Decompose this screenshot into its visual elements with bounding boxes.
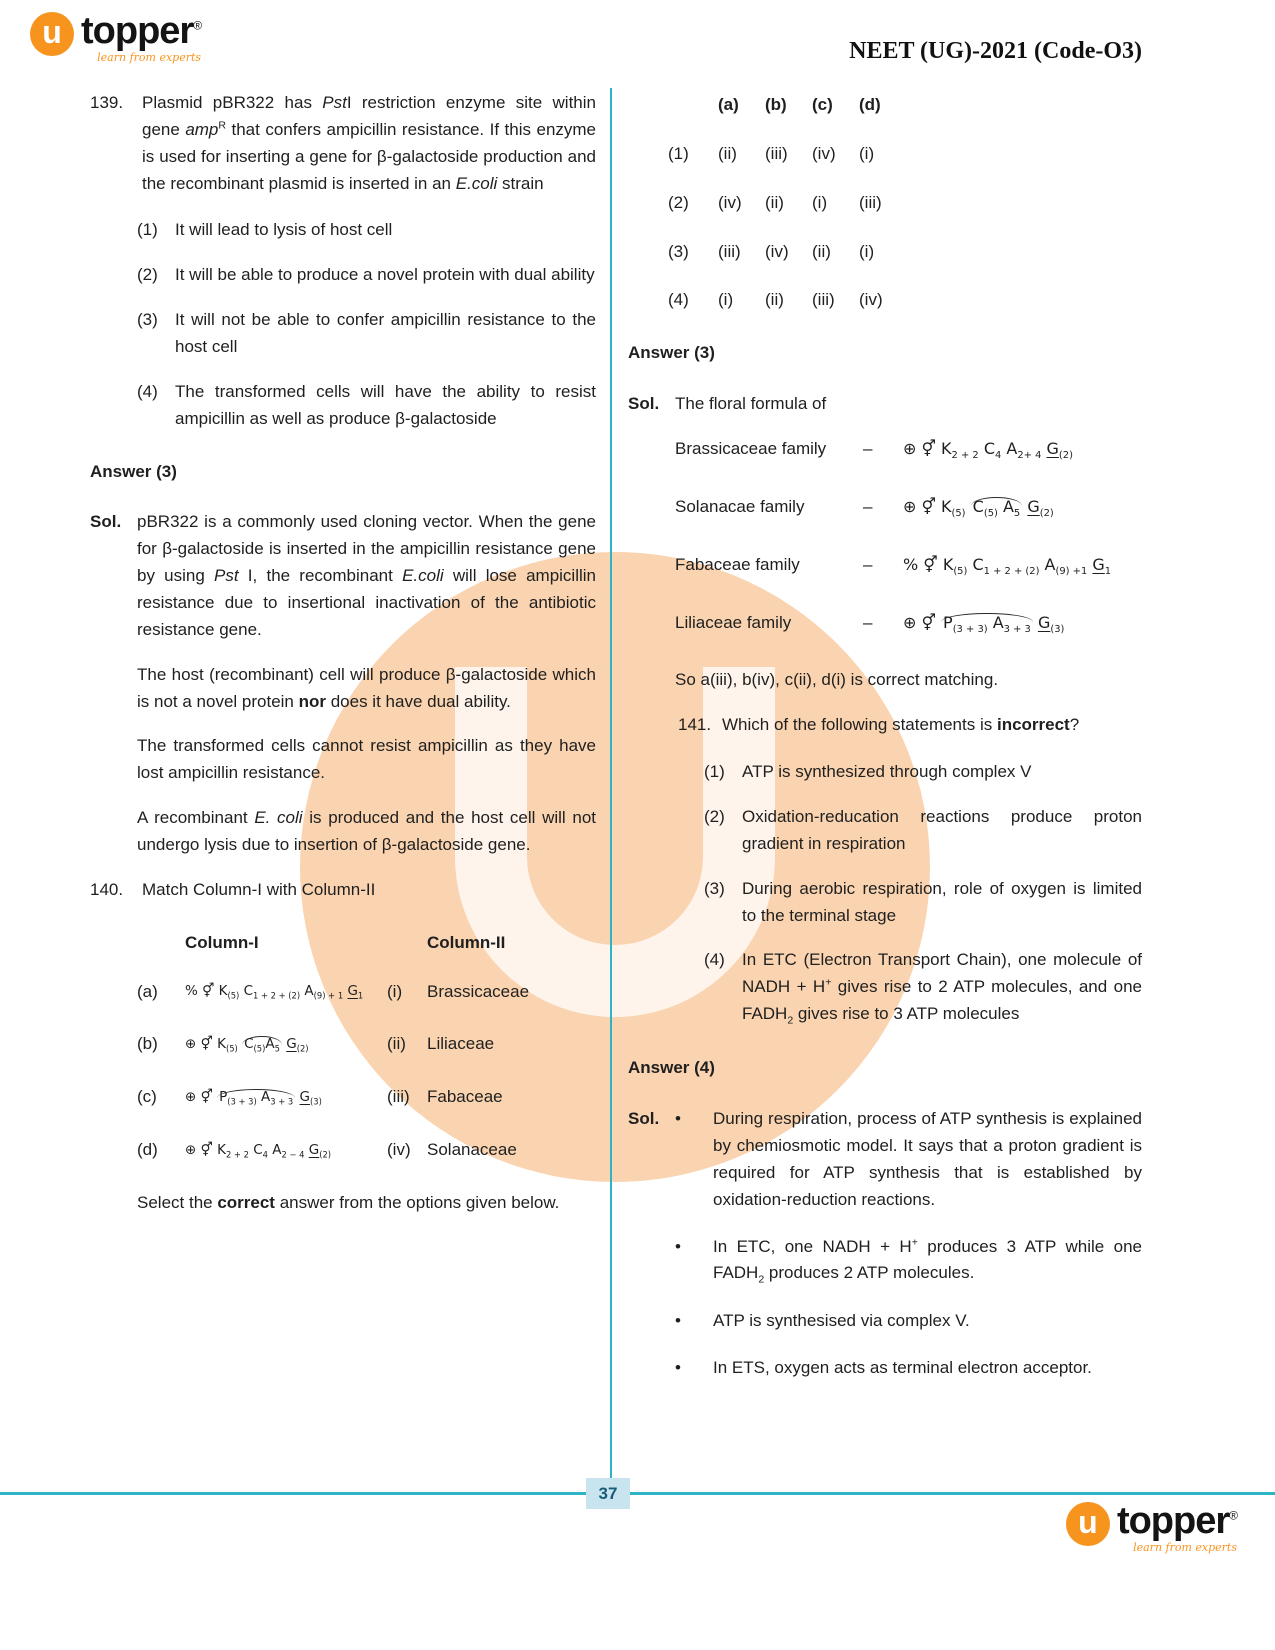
option-3 (704, 876, 1142, 930)
family-name: Liliaceae family (675, 612, 792, 632)
document-title: NEET (UG)-2021 (Code-O3) (849, 38, 1142, 64)
cell: (iii) (859, 192, 882, 212)
match-name: Brassicaceae (427, 981, 530, 1001)
question-140-text: Match Column-I with Column-II (142, 879, 376, 899)
match-row-d (137, 1137, 596, 1164)
dash: – (863, 496, 873, 516)
cell: (iv) (718, 192, 742, 212)
table-row-2 (668, 190, 1142, 217)
cell: (i) (859, 241, 875, 261)
option-label: (2) (704, 807, 725, 827)
option-text: The transformed cells will have the ability to resist ampicillin as well as produce β-galactoside (175, 381, 596, 428)
table-row-3 (668, 239, 1142, 266)
cell: (i) (859, 143, 875, 163)
solution-139-body (137, 509, 596, 876)
sol-label: Sol. (628, 1109, 660, 1129)
family-row-solanacae (675, 494, 1142, 522)
question-140 (90, 877, 596, 904)
header-d: (d) (859, 95, 881, 114)
match-row-c (137, 1084, 596, 1111)
match-row-b (137, 1031, 596, 1058)
bullet-item (675, 1308, 1142, 1335)
question-140-number: 140. (90, 879, 124, 899)
question-139-text: Plasmid pBR322 has PstI restriction enzyme site within gene amp$^R$ that confers ampicillin resistance. If this enzyme is used for inserting a gene for β-galactoside production and the recombinant plasmid is inserted in an E.coli strain (142, 93, 597, 193)
row-label: (3) (668, 241, 689, 261)
option-label: (4) (137, 381, 158, 401)
row-label: (4) (668, 290, 689, 310)
bullet-icon: • (675, 1236, 681, 1256)
sol-conclusion: So a(iii), b(iv), c(ii), d(i) is correct matching. (675, 670, 999, 690)
header-c: (c) (812, 95, 833, 114)
table-row-4 (668, 287, 1142, 314)
solution-141 (628, 1106, 1142, 1402)
cell: (ii) (718, 143, 737, 163)
family-name: Solanacae family (675, 496, 805, 516)
sol-intro: The floral formula of (675, 394, 827, 414)
match-label: (ii) (387, 1034, 406, 1054)
column-divider (610, 88, 612, 1492)
utopper-logo-footer (1066, 1502, 1237, 1553)
cell: (iv) (765, 241, 789, 261)
answer-140: Answer (3) (628, 343, 715, 363)
answer-141: Answer (4) (628, 1058, 715, 1078)
right-column (628, 90, 1142, 1402)
cell: (ii) (812, 241, 831, 261)
option-text: ATP is synthesized through complex V (742, 762, 1032, 782)
solution-140-body (675, 391, 1142, 712)
question-141-options (704, 759, 1142, 1029)
row-label: (1) (668, 143, 689, 163)
family-row-fabaceae (675, 552, 1142, 580)
option-label: (1) (704, 762, 725, 782)
logo-wordmark (81, 12, 201, 63)
cell: (ii) (765, 192, 784, 212)
match-label: (iv) (387, 1140, 411, 1160)
option-label: (3) (704, 878, 725, 898)
cell: (iv) (859, 290, 883, 310)
option-text: Oxidation-reducation reactions produce proton gradient in respiration (742, 807, 1142, 853)
dash: – (863, 612, 873, 632)
bullet-icon: • (675, 1109, 681, 1129)
question-139-number: 139. (90, 93, 124, 112)
option-label: (2) (137, 265, 158, 285)
footer-rule (0, 1492, 1275, 1495)
brand-name: topper (1116, 1500, 1230, 1542)
registered-mark: ® (1229, 1508, 1237, 1523)
bullet-text: In ETC, one NADH + H+ produces 3 ATP while one $FADH_2$ produces 2 ATP molecules. (713, 1235, 1142, 1286)
match-name: Fabaceae (427, 1087, 503, 1107)
header-spacer (668, 92, 718, 119)
question-141 (678, 712, 1142, 739)
match-column-headers (185, 930, 596, 957)
bullet-item (675, 1355, 1142, 1382)
option-text: It will lead to lysis of host cell (175, 220, 393, 240)
option-label: (1) (137, 220, 158, 240)
logo-wordmark (1117, 1502, 1237, 1553)
option-text: In ETC (Electron Transport Chain), one molecule of NADH + H+ gives rise to 2 ATP molecules, and one $FADH_2$ gives rise to 3 ATP molecules (742, 950, 1142, 1027)
option-label: (3) (137, 310, 158, 330)
option-4 (137, 379, 596, 433)
match-rows (90, 979, 596, 1164)
cell: (iii) (718, 241, 741, 261)
cell: (ii) (765, 290, 784, 310)
option-1 (704, 759, 1142, 786)
logo-u-icon: u (30, 12, 74, 56)
option-text: During aerobic respiration, role of oxygen is limited to the terminal stage (742, 878, 1142, 925)
bullet-item (675, 1106, 1142, 1213)
left-column (90, 90, 596, 1217)
combination-table (668, 92, 1142, 314)
bullet-text: In ETS, oxygen acts as terminal electron acceptor. (713, 1358, 1092, 1378)
header-b: (b) (765, 95, 787, 114)
match-label: (iii) (387, 1087, 410, 1107)
logo-u-icon: u (1066, 1502, 1110, 1546)
sol-paragraph: A recombinant E. coli is produced and the host cell will not undergo lysis due to insertion of β-galactoside gene. (137, 808, 597, 855)
floral-formula: ⊕ ⚥ $K_{2 + 2}$ $C_4$ $A_{2+ 4}$ $G_{(2)}$ (903, 439, 1073, 462)
question-139 (90, 90, 596, 197)
row-label: (b) (137, 1034, 158, 1054)
sol-paragraph: The host (recombinant) cell will produce β-galactoside which is not a novel protein nor does it have dual ability. (137, 664, 596, 711)
option-1 (137, 217, 596, 244)
bullet-icon: • (675, 1311, 681, 1331)
floral-formula: % ⚥ $K_{(5)}$ $C_{1 + 2 + (2)}$ $A_{(9) +1}$ $G_1$ (903, 554, 1112, 577)
option-text: It will be able to produce a novel protein with dual ability (175, 265, 595, 285)
table-row-1 (668, 141, 1142, 168)
floral-formula: ⊕ ⚥ $K_{(5)}$ $C_{(5)}$ $A_5$ $G_{(2)}$ (903, 496, 1054, 520)
match-name: Solanaceae (427, 1140, 517, 1160)
option-2 (704, 804, 1142, 858)
utopper-logo (30, 12, 201, 63)
column-1-header: Column-I (185, 932, 259, 952)
registered-mark: ® (193, 18, 202, 33)
sol-paragraph: The transformed cells cannot resist ampicillin as they have lost ampicillin resistance. (137, 736, 596, 783)
column-2-header: Column-II (427, 932, 506, 952)
select-instruction: Select the correct answer from the options given below. (137, 1193, 560, 1213)
floral-formula: ⊕ ⚥ $K_{(5)}$ $C_{(5)}A_5$ $G_{(2)}$ (185, 1035, 309, 1054)
option-4 (704, 947, 1142, 1029)
table-header-row (668, 92, 1142, 119)
match-label: (i) (387, 981, 403, 1001)
cell: (iii) (812, 290, 835, 310)
sol-label: Sol. (628, 394, 660, 414)
row-label: (c) (137, 1087, 157, 1107)
floral-formula: ⊕ ⚥ $K_{2 + 2}$ $C_4$ $A_{2 - 4}$ $G_{(2)}$ (185, 1141, 332, 1160)
brand-tagline: learn from experts (97, 51, 202, 64)
match-name: Liliaceae (427, 1034, 495, 1054)
question-139-options (137, 217, 596, 432)
row-label: (a) (137, 981, 158, 1001)
sol-paragraph: pBR322 is a commonly used cloning vector. When the gene for β-galactoside is inserted in the ampicillin resistance gene by using Pst I, the recombinant E.coli will lose ampicillin resistance due to insertional inactivation of the antibiotic resistance gene. (137, 512, 596, 639)
option-3 (137, 307, 596, 361)
page-number: 37 (586, 1478, 630, 1509)
cell: (iii) (765, 143, 788, 163)
dash: – (863, 439, 873, 459)
option-label: (4) (704, 950, 725, 970)
floral-formula: ⊕ ⚥ $P_{(3 + 3)}$ $A_{3 + 3}$ $G_{(3)}$ (903, 612, 1065, 635)
floral-formula: ⊕ ⚥ $P_{(3 + 3)}$ $A_{3 + 3}$ $G_{(3)}$ (185, 1088, 322, 1107)
solution-141-body (675, 1106, 1142, 1402)
row-label: (d) (137, 1140, 158, 1160)
answer-139: Answer (3) (90, 461, 177, 481)
family-name: Brassicaceae family (675, 439, 827, 459)
option-text: It will not be able to confer ampicillin resistance to the host cell (175, 310, 596, 357)
dash: – (863, 554, 873, 574)
solution-140 (628, 391, 1142, 712)
solution-139 (90, 509, 596, 876)
cell: (iv) (812, 143, 836, 163)
question-141-number: 141. (678, 715, 712, 735)
row-label: (2) (668, 192, 689, 212)
floral-formula: % ⚥ $K_{(5)}$ $C_{1 + 2 + (2)}$ $A_{(9) + 1}$ $G_1$ (185, 983, 364, 1001)
option-2 (137, 262, 596, 289)
bullet-text: ATP is synthesised via complex V. (713, 1311, 970, 1331)
brand-name: topper (81, 10, 194, 52)
family-row-liliaceae (675, 610, 1142, 638)
sol-label: Sol. (90, 512, 122, 532)
family-name: Fabaceae family (675, 554, 800, 574)
question-141-text: Which of the following statements is incorrect? (722, 715, 1080, 735)
bullet-item (675, 1234, 1142, 1289)
match-row-a (137, 979, 596, 1006)
cell: (i) (718, 290, 734, 310)
bullet-text: During respiration, process of ATP synthesis is explained by chemiosmotic model. It says that a proton gradient is required for ATP synthesis that is established by oxidation-reduction reactions. (713, 1109, 1142, 1209)
header-a: (a) (718, 95, 739, 114)
bullet-icon: • (675, 1358, 681, 1378)
brand-tagline: learn from experts (1133, 1541, 1237, 1554)
cell: (i) (812, 192, 828, 212)
family-row-brassicaceae (675, 436, 1142, 464)
